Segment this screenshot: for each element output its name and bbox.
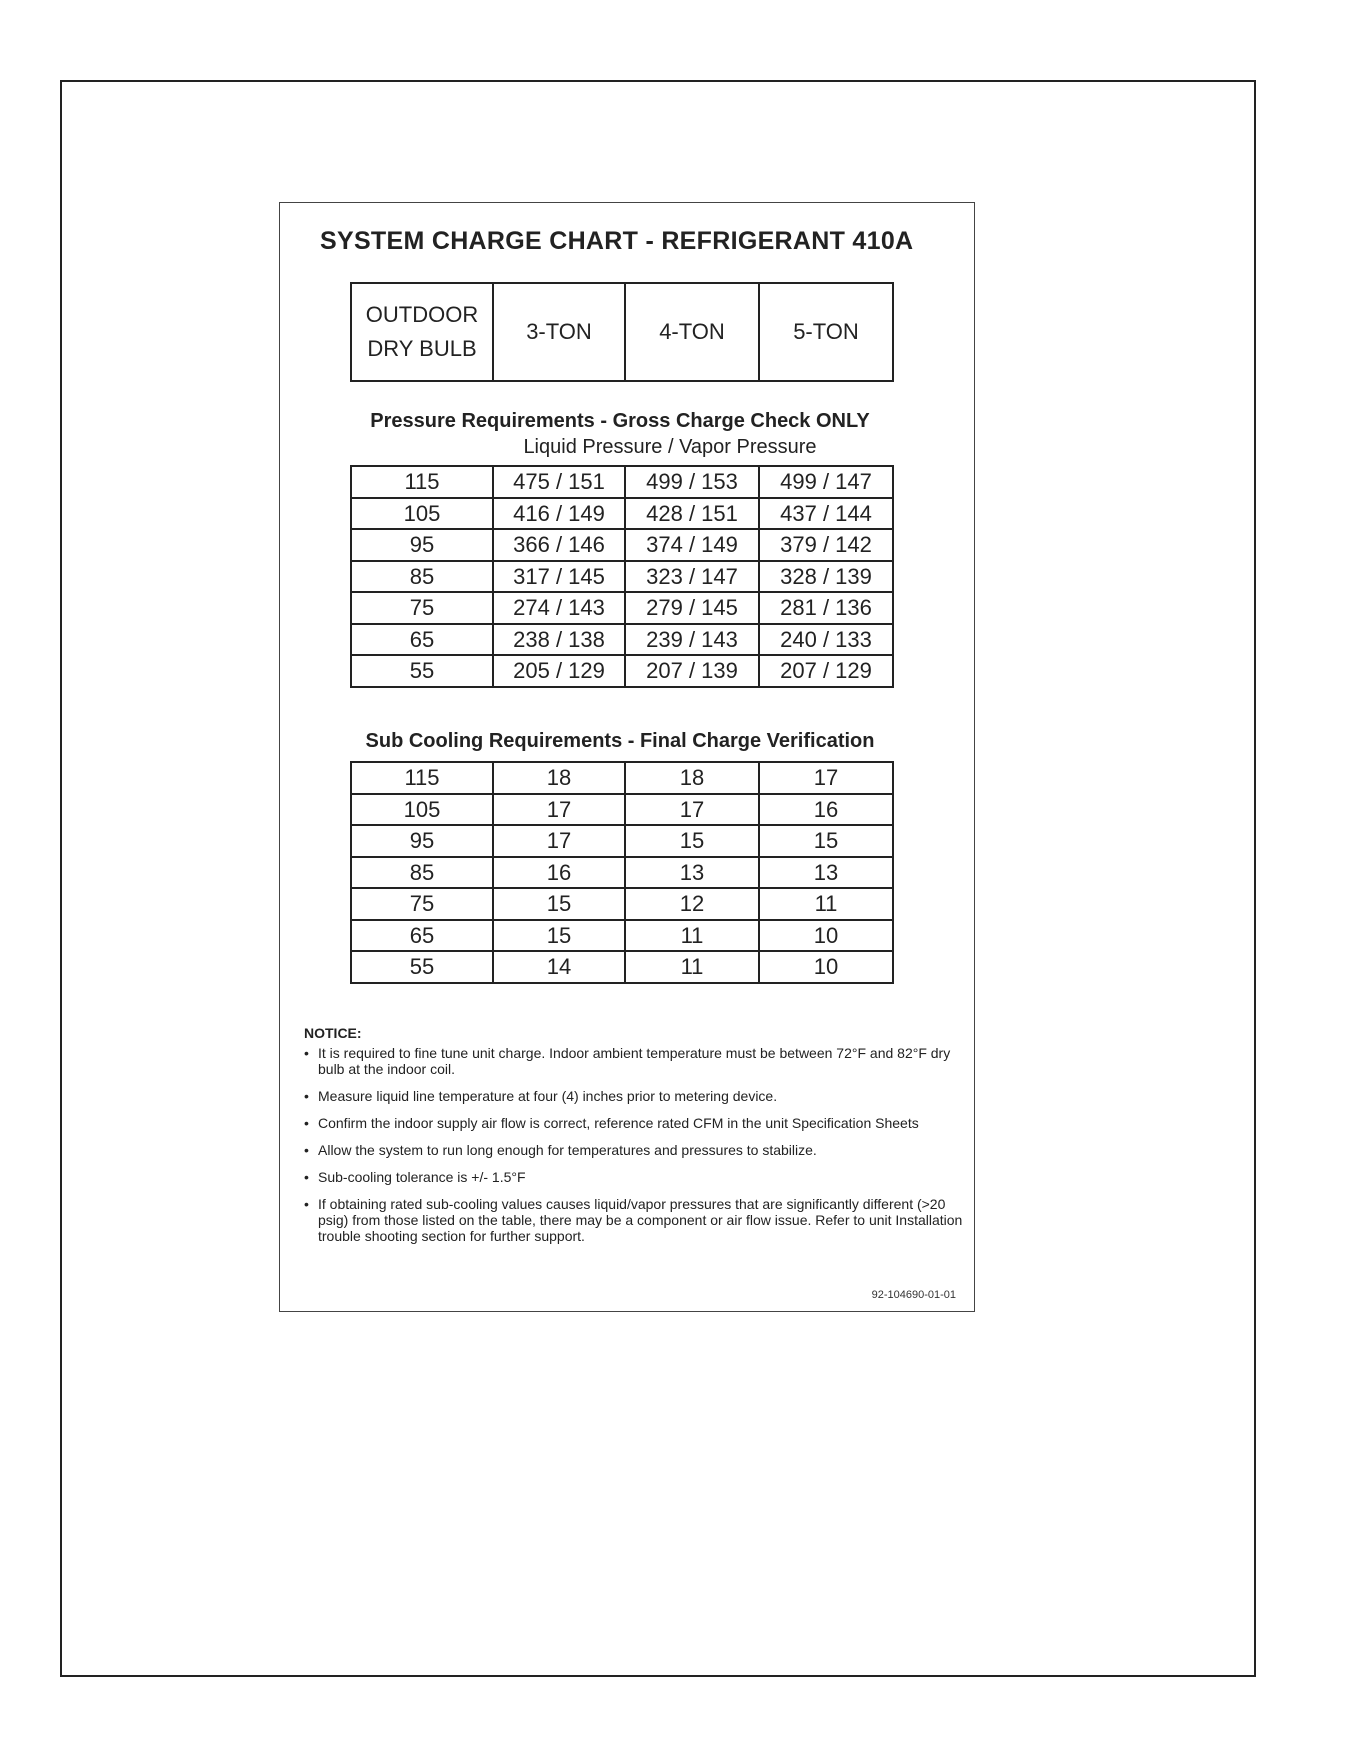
notice-item-text: Sub-cooling tolerance is +/- 1.5°F (318, 1169, 526, 1185)
value-cell: 15 (625, 825, 759, 857)
outdoor-temp-cell: 75 (351, 888, 493, 920)
value-cell: 16 (493, 857, 625, 889)
value-cell: 499 / 147 (759, 466, 893, 498)
subcooling-row (351, 825, 893, 857)
bullet-icon: • (304, 1088, 309, 1104)
subcooling-table (350, 761, 894, 984)
part-number: 92-104690-01-01 (871, 1289, 956, 1301)
value-cell: 12 (625, 888, 759, 920)
outdoor-temp-cell: 95 (351, 529, 493, 561)
outdoor-temp-cell: 75 (351, 592, 493, 624)
value-cell: 499 / 153 (625, 466, 759, 498)
header-table (350, 282, 894, 382)
outdoor-temp-cell: 85 (351, 561, 493, 593)
value-cell: 279 / 145 (625, 592, 759, 624)
value-cell: 437 / 144 (759, 498, 893, 530)
value-cell: 16 (759, 794, 893, 826)
value-cell: 15 (759, 825, 893, 857)
header-row (351, 283, 893, 381)
subcooling-row (351, 857, 893, 889)
value-cell: 281 / 136 (759, 592, 893, 624)
header-outdoor-line2: DRY BULB (367, 336, 477, 361)
notice-item (304, 1088, 964, 1104)
header-3-ton: 3-TON (493, 283, 625, 381)
value-cell: 11 (625, 920, 759, 952)
bullet-icon: • (304, 1196, 309, 1212)
notice-item (304, 1169, 964, 1185)
value-cell: 238 / 138 (493, 624, 625, 656)
header-5-ton: 5-TON (759, 283, 893, 381)
bullet-icon: • (304, 1169, 309, 1185)
value-cell: 323 / 147 (625, 561, 759, 593)
value-cell: 13 (625, 857, 759, 889)
outdoor-temp-cell: 115 (351, 466, 493, 498)
subcooling-row (351, 794, 893, 826)
notice-item-text: Allow the system to run long enough for temperatures and pressures to stabilize. (318, 1142, 817, 1158)
notice-item-text: It is required to fine tune unit charge. Indoor ambient temperature must be between 72°F and 82°F dry bulb at the indoor coil. (318, 1045, 951, 1077)
value-cell: 366 / 146 (493, 529, 625, 561)
value-cell: 328 / 139 (759, 561, 893, 593)
charge-chart-label (279, 202, 975, 1312)
subcooling-row (351, 920, 893, 952)
notice-heading: NOTICE: (304, 1025, 362, 1041)
pressure-row (351, 561, 893, 593)
bullet-icon: • (304, 1115, 309, 1131)
notice-item-text: Measure liquid line temperature at four (4) inches prior to metering device. (318, 1088, 778, 1104)
value-cell: 10 (759, 951, 893, 983)
subcooling-row (351, 762, 893, 794)
notice-item (304, 1115, 964, 1131)
outdoor-temp-cell: 105 (351, 498, 493, 530)
outdoor-temp-cell: 55 (351, 655, 493, 687)
value-cell: 15 (493, 920, 625, 952)
notice-section (304, 1025, 964, 1255)
value-cell: 274 / 143 (493, 592, 625, 624)
value-cell: 240 / 133 (759, 624, 893, 656)
outdoor-temp-cell: 55 (351, 951, 493, 983)
value-cell: 428 / 151 (625, 498, 759, 530)
value-cell: 379 / 142 (759, 529, 893, 561)
value-cell: 374 / 149 (625, 529, 759, 561)
pressure-row (351, 529, 893, 561)
subcooling-row (351, 888, 893, 920)
pressure-table (350, 465, 894, 688)
value-cell: 205 / 129 (493, 655, 625, 687)
notice-list (304, 1045, 964, 1244)
value-cell: 13 (759, 857, 893, 889)
bullet-icon: • (304, 1142, 309, 1158)
value-cell: 17 (493, 794, 625, 826)
value-cell: 18 (625, 762, 759, 794)
value-cell: 17 (625, 794, 759, 826)
header-outdoor-dry-bulb (351, 283, 493, 381)
pressure-row (351, 655, 893, 687)
value-cell: 207 / 139 (625, 655, 759, 687)
subcooling-row (351, 951, 893, 983)
chart-title: SYSTEM CHARGE CHART - REFRIGERANT 410A (320, 227, 914, 255)
pressure-row (351, 592, 893, 624)
value-cell: 18 (493, 762, 625, 794)
notice-item (304, 1142, 964, 1158)
notice-item (304, 1196, 964, 1244)
outdoor-temp-cell: 115 (351, 762, 493, 794)
value-cell: 207 / 129 (759, 655, 893, 687)
value-cell: 17 (493, 825, 625, 857)
pressure-row (351, 466, 893, 498)
value-cell: 11 (759, 888, 893, 920)
value-cell: 416 / 149 (493, 498, 625, 530)
pressure-row (351, 624, 893, 656)
outdoor-temp-cell: 105 (351, 794, 493, 826)
pressure-subheading: Liquid Pressure / Vapor Pressure (523, 436, 817, 458)
header-outdoor-line1: OUTDOOR (365, 302, 479, 327)
bullet-icon: • (304, 1045, 309, 1061)
notice-item-text: If obtaining rated sub-cooling values causes liquid/vapor pressures that are significantly different (>20 psig) from those listed on the table, there may be a component or air flow issue. Refer to unit Installation trouble shooting section for further support. (318, 1196, 963, 1244)
header-4-ton: 4-TON (625, 283, 759, 381)
notice-item (304, 1045, 964, 1077)
subcooling-heading: Sub Cooling Requirements - Final Charge Verification (365, 730, 875, 752)
pressure-heading: Pressure Requirements - Gross Charge Check ONLY (370, 410, 870, 432)
notice-item-text: Confirm the indoor supply air flow is correct, reference rated CFM in the unit Specification Sheets (318, 1115, 919, 1131)
value-cell: 475 / 151 (493, 466, 625, 498)
value-cell: 10 (759, 920, 893, 952)
value-cell: 15 (493, 888, 625, 920)
outdoor-temp-cell: 65 (351, 624, 493, 656)
value-cell: 17 (759, 762, 893, 794)
outdoor-temp-cell: 85 (351, 857, 493, 889)
outdoor-temp-cell: 65 (351, 920, 493, 952)
value-cell: 14 (493, 951, 625, 983)
value-cell: 11 (625, 951, 759, 983)
value-cell: 317 / 145 (493, 561, 625, 593)
outdoor-temp-cell: 95 (351, 825, 493, 857)
value-cell: 239 / 143 (625, 624, 759, 656)
pressure-row (351, 498, 893, 530)
